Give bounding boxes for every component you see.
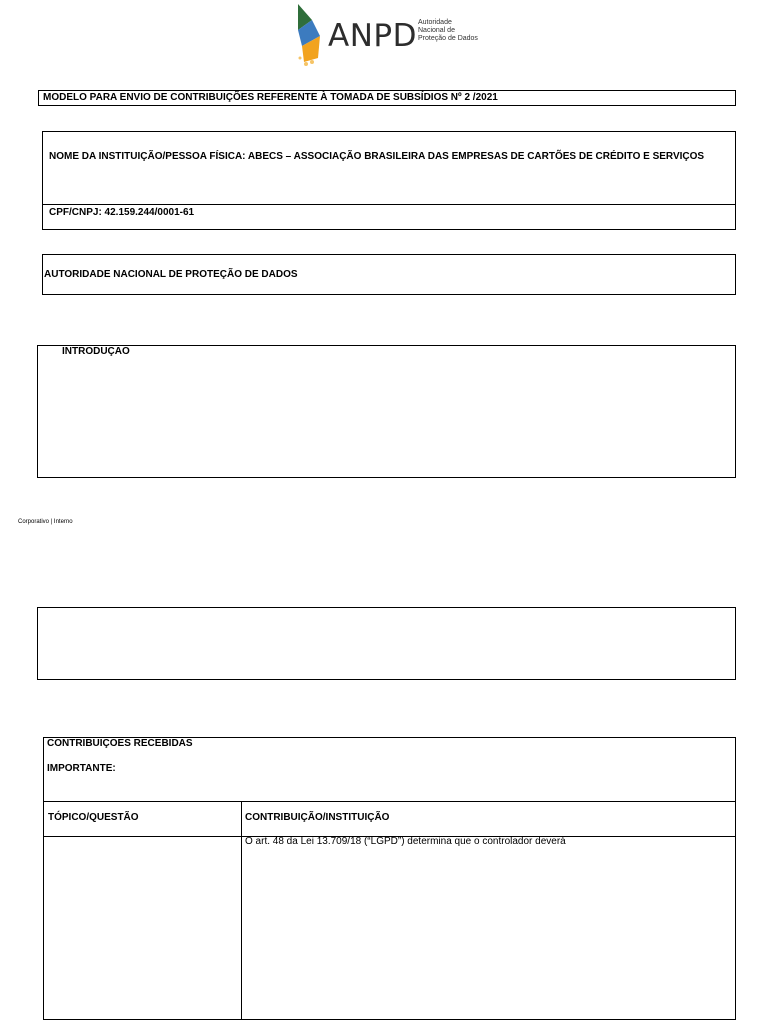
form-title: MODELO PARA ENVIO DE CONTRIBUIÇÕES REFERENTE À TOMADA DE SUBSÍDIOS Nº 2 /2021	[43, 92, 498, 103]
logo-subtitle-line: Proteção de Dados	[418, 35, 478, 42]
divider	[43, 204, 735, 205]
contribution-cell: O art. 48 da Lei 13.709/18 (“LGPD”) determina que o controlador deverá	[245, 836, 566, 847]
divider	[44, 801, 735, 802]
column-header-topic: TÓPICO/QUESTÃO	[48, 812, 139, 823]
logo-subtitle-line: Autoridade	[418, 19, 452, 26]
logo-subtitle-line: Nacional de	[418, 27, 455, 34]
authority-name: AUTORIDADE NACIONAL DE PROTEÇÃO DE DADOS	[44, 269, 298, 280]
important-label: IMPORTANTE:	[47, 763, 116, 774]
authority-box	[42, 254, 736, 295]
form-title-box	[38, 90, 736, 106]
introduction-heading: INTRODUÇAO	[62, 346, 130, 357]
logo-brand-text: ANPD	[328, 18, 417, 54]
anpd-logo	[296, 2, 486, 70]
empty-box	[37, 607, 736, 680]
introduction-box	[37, 345, 736, 478]
contributions-heading: CONTRIBUIÇOES RECEBIDAS	[47, 738, 193, 749]
cpf-cnpj: CPF/CNPJ: 42.159.244/0001-61	[49, 207, 195, 218]
contributions-table	[43, 737, 736, 1020]
logo-subtitle	[418, 19, 478, 43]
institution-box	[42, 131, 736, 230]
column-divider	[241, 801, 242, 1019]
anpd-logo-icon	[296, 2, 330, 68]
classification-label: Corporativo | Interno	[18, 519, 73, 525]
institution-name: NOME DA INSTITUIÇÃO/PESSOA FÍSICA: ABECS – ASSOCIAÇÃO BRASILEIRA DAS EMPRESAS DE CARTÕES DE CRÉDITO E SERVIÇOS	[49, 151, 705, 162]
column-header-contribution: CONTRIBUIÇÃO/INSTITUIÇÃO	[245, 812, 390, 823]
